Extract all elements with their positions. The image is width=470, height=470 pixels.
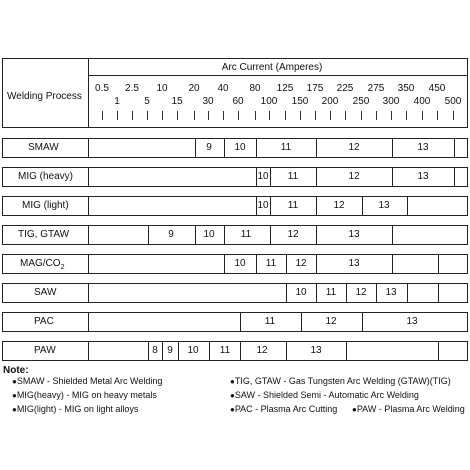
row-divider (178, 341, 179, 361)
row-divider (88, 196, 89, 216)
tick-label-bottom: 30 (202, 96, 214, 107)
row-divider (240, 312, 241, 332)
range-cell: 12 (355, 287, 367, 298)
range-cell: 10 (234, 142, 246, 153)
tick-mark (315, 111, 316, 120)
range-cell: 12 (348, 171, 360, 182)
row-divider (270, 225, 271, 245)
row-divider (88, 254, 89, 274)
process-label: PAW (34, 345, 56, 356)
row-divider (346, 283, 347, 303)
row-divider (162, 341, 163, 361)
tick-label-top: 275 (367, 83, 385, 94)
tick-mark (223, 111, 224, 120)
range-cell: 11 (287, 171, 299, 182)
row-divider (88, 138, 89, 158)
bullet-icon: ● (352, 405, 357, 414)
process-label-subscript: 2 (60, 264, 65, 271)
bullet-icon: ● (12, 377, 17, 386)
arc-current-title: Arc Current (Amperes) (221, 62, 323, 73)
row-divider (148, 341, 149, 361)
row-divider (454, 167, 455, 187)
header-divider (88, 58, 89, 128)
tick-mark (132, 111, 133, 120)
note-text: SMAW - Shielded Metal Arc Welding (16, 376, 163, 386)
notes-title: Note: (3, 365, 29, 376)
tick-mark (162, 111, 163, 120)
range-cell: 11 (240, 229, 252, 240)
row-divider (224, 138, 225, 158)
row-divider (316, 225, 317, 245)
row-divider (148, 225, 149, 245)
range-cell: 9 (168, 229, 174, 240)
row-divider (286, 254, 287, 274)
tick-mark (422, 111, 423, 120)
row-divider (392, 138, 393, 158)
range-cell: 13 (378, 200, 390, 211)
tick-mark (406, 111, 407, 120)
process-row-saw (2, 283, 468, 303)
range-cell: 12 (333, 200, 345, 211)
note-item (352, 404, 465, 415)
tick-mark (255, 111, 256, 120)
row-divider (256, 138, 257, 158)
range-cell: 10 (257, 171, 269, 182)
range-cell: 11 (325, 287, 337, 298)
range-cell: 10 (257, 200, 269, 211)
range-cell: 13 (406, 316, 418, 327)
tick-label-top: 175 (306, 83, 324, 94)
row-divider (224, 225, 225, 245)
row-divider (392, 167, 393, 187)
tick-label-bottom: 15 (171, 96, 183, 107)
range-cell: 12 (325, 316, 337, 327)
tick-label-bottom: 400 (413, 96, 431, 107)
tick-mark (147, 111, 148, 120)
tick-label-top: 225 (336, 83, 354, 94)
note-text: MIG(light) - MIG on light alloys (16, 404, 139, 414)
row-divider (392, 225, 393, 245)
note-item (230, 390, 419, 401)
range-cell: 13 (417, 171, 429, 182)
row-divider (316, 138, 317, 158)
header-title-rule (88, 75, 468, 76)
range-cell: 13 (348, 258, 360, 269)
row-divider (392, 254, 393, 274)
tick-label-bottom: 500 (444, 96, 462, 107)
range-cell: 10 (295, 287, 307, 298)
process-row-mig-light (2, 196, 468, 216)
tick-label-top: 350 (397, 83, 415, 94)
tick-label-top: 10 (156, 83, 168, 94)
tick-label-top: 80 (249, 83, 261, 94)
tick-mark (361, 111, 362, 120)
range-cell: 10 (234, 258, 246, 269)
tick-label-top: 2.5 (125, 83, 139, 94)
row-divider (224, 254, 225, 274)
tick-label-bottom: 100 (260, 96, 278, 107)
process-label (20, 258, 64, 271)
row-divider (438, 283, 439, 303)
row-divider (195, 138, 196, 158)
process-row-pac (2, 312, 468, 332)
note-text: SAW - Shielded Semi - Automatic Arc Welding (234, 390, 419, 400)
tick-mark (300, 111, 301, 120)
row-divider (88, 341, 89, 361)
tick-label-bottom: 60 (232, 96, 244, 107)
row-divider (407, 196, 408, 216)
bullet-icon: ● (230, 405, 235, 414)
range-cell: 12 (287, 229, 299, 240)
row-divider (240, 341, 241, 361)
range-cell: 9 (167, 345, 173, 356)
row-divider (270, 196, 271, 216)
tick-mark (194, 111, 195, 120)
row-divider (301, 312, 302, 332)
process-label: TIG, GTAW (18, 229, 70, 240)
process-row-paw (2, 341, 468, 361)
bullet-icon: ● (230, 391, 235, 400)
row-divider (362, 312, 363, 332)
tick-label-bottom: 1 (114, 96, 120, 107)
note-item (12, 390, 157, 401)
process-label: PAC (34, 316, 54, 327)
tick-label-top: 20 (188, 83, 200, 94)
process-label: SAW (34, 287, 57, 298)
tick-mark (269, 111, 270, 120)
row-divider (209, 341, 210, 361)
range-cell: 8 (152, 345, 158, 356)
range-cell: 13 (310, 345, 322, 356)
row-divider (88, 283, 89, 303)
process-row-tig-gtaw (2, 225, 468, 245)
tick-label-top: 125 (276, 83, 294, 94)
row-divider (88, 225, 89, 245)
note-text: PAC - Plasma Arc Cutting (234, 404, 338, 414)
range-cell: 13 (385, 287, 397, 298)
note-text: MIG(heavy) - MIG on heavy metals (16, 390, 157, 400)
note-item (230, 376, 451, 387)
tick-mark (117, 111, 118, 120)
bullet-icon: ● (12, 405, 17, 414)
range-cell: 10 (203, 229, 215, 240)
row-divider (286, 283, 287, 303)
row-divider (376, 283, 377, 303)
note-text: TIG, GTAW - Gas Tungsten Arc Welding (GTAW)(TIG) (234, 376, 451, 386)
row-divider (454, 138, 455, 158)
range-cell: 10 (187, 345, 199, 356)
range-cell: 13 (417, 142, 429, 153)
row-divider (195, 225, 196, 245)
range-cell: 13 (348, 229, 360, 240)
tick-label-bottom: 250 (352, 96, 370, 107)
row-divider (316, 167, 317, 187)
row-divider (362, 196, 363, 216)
range-cell: 11 (264, 316, 276, 327)
note-item (230, 404, 337, 415)
tick-label-top: 450 (428, 83, 446, 94)
row-divider (88, 312, 89, 332)
row-divider (438, 254, 439, 274)
row-divider (438, 341, 439, 361)
range-cell: 12 (256, 345, 268, 356)
range-cell: 12 (295, 258, 307, 269)
row-divider (346, 341, 347, 361)
welding-process-heading: Welding Process (7, 91, 82, 102)
tick-mark (376, 111, 377, 120)
process-label: SMAW (28, 142, 59, 153)
tick-label-bottom: 150 (291, 96, 309, 107)
note-item (12, 404, 138, 415)
tick-mark (285, 111, 286, 120)
process-label-text: MAG/CO (20, 258, 61, 269)
tick-mark (238, 111, 239, 120)
tick-label-bottom: 200 (321, 96, 339, 107)
row-divider (256, 254, 257, 274)
tick-mark (208, 111, 209, 120)
process-label: MIG (light) (22, 200, 69, 211)
tick-label-top: 40 (217, 83, 229, 94)
tick-label-bottom: 300 (382, 96, 400, 107)
tick-mark (330, 111, 331, 120)
range-cell: 11 (219, 345, 231, 356)
tick-mark (453, 111, 454, 120)
tick-mark (177, 111, 178, 120)
row-divider (88, 167, 89, 187)
range-cell: 11 (287, 200, 299, 211)
bullet-icon: ● (12, 391, 17, 400)
tick-mark (437, 111, 438, 120)
range-cell: 9 (206, 142, 212, 153)
row-divider (316, 283, 317, 303)
tick-label-top: 0.5 (95, 83, 109, 94)
tick-mark (102, 111, 103, 120)
range-cell: 12 (348, 142, 360, 153)
row-divider (270, 167, 271, 187)
range-cell: 11 (280, 142, 292, 153)
note-text: PAW - Plasma Arc Welding (356, 404, 465, 414)
tick-label-bottom: 5 (144, 96, 150, 107)
note-item (12, 376, 162, 387)
tick-mark (345, 111, 346, 120)
row-divider (316, 254, 317, 274)
row-divider (316, 196, 317, 216)
row-divider (407, 283, 408, 303)
range-cell: 11 (265, 258, 277, 269)
process-label: MIG (heavy) (18, 171, 74, 182)
bullet-icon: ● (230, 377, 235, 386)
tick-mark (391, 111, 392, 120)
row-divider (286, 341, 287, 361)
